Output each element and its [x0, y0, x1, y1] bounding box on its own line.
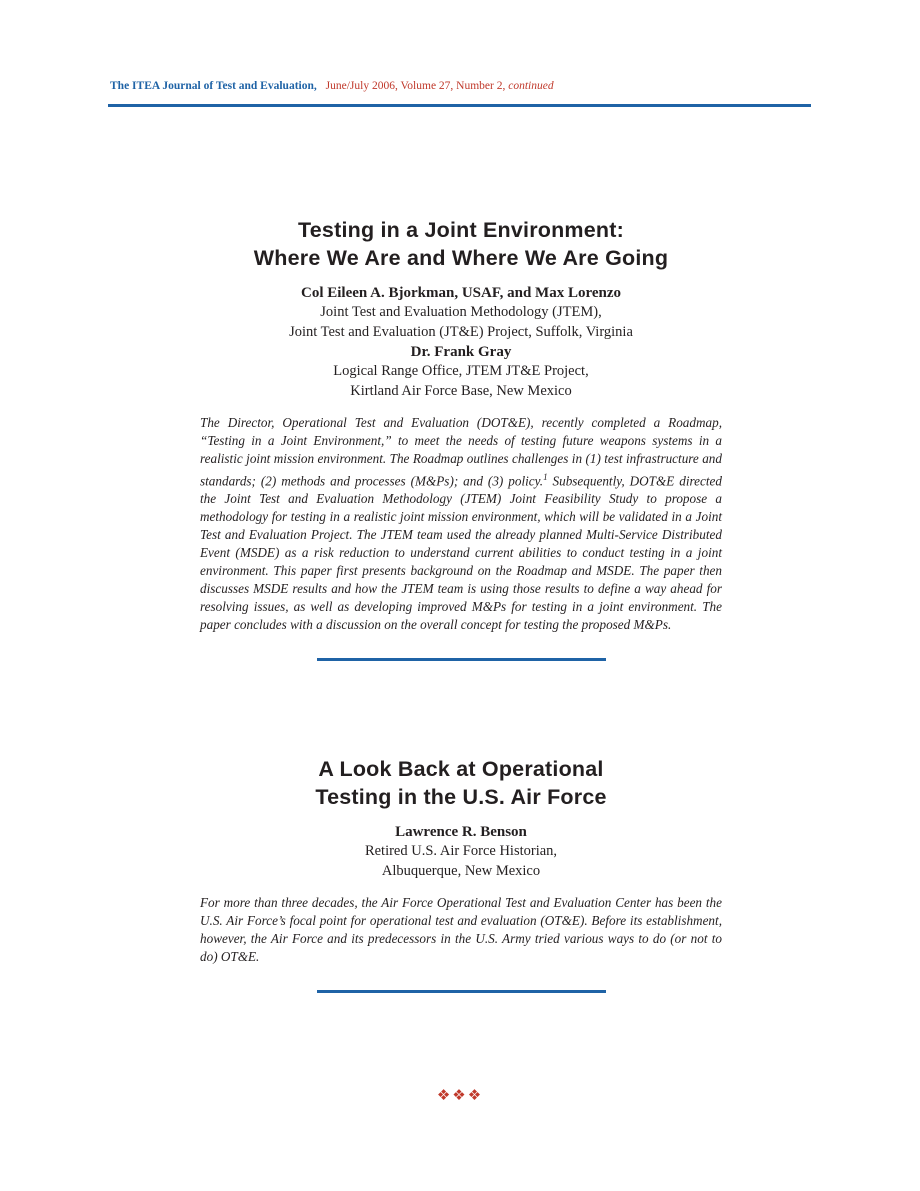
- author-affiliation: Logical Range Office, JTEM JT&E Project,: [333, 363, 589, 379]
- article-air-force-testing: [200, 755, 722, 993]
- journal-name: The ITEA Journal of Test and Evaluation,: [110, 80, 317, 92]
- issue-info: June/July 2006, Volume 27, Number 2,: [325, 80, 506, 92]
- abstract-text: Subsequently, DOT&E directed the Joint Test and Evaluation Methodology (JTEM) Joint Feasibility Study to propose a methodology for testing in a realistic joint mission environment, which will be validated in a Joint Test and Evaluation Project. The JTEM team used the already planned Multi-Service Distributed Event (MSDE) as a risk reduction to understand current abilities to conduct testing in a joint environment. This paper first presents background on the Roadmap and MSDE. The paper then discusses MSDE results and how the JTEM team is using those results to define a way ahead for resolving issues, as well as developing improved M&Ps for testing in a joint environment. The paper concludes with a discussion on the overall concept for testing the proposed M&Ps.: [200, 473, 723, 633]
- article-title: [200, 216, 722, 272]
- author-byline: Lawrence R. Benson: [395, 824, 527, 840]
- footnote-marker: 1: [543, 472, 548, 482]
- section-divider: [317, 658, 606, 661]
- article-title: [200, 755, 722, 811]
- section-divider: [317, 990, 606, 993]
- title-line-1: Testing in a Joint Environment:: [298, 218, 624, 242]
- title-line-1: A Look Back at Operational: [318, 757, 604, 781]
- header-rule: [108, 104, 811, 107]
- continued-label: continued: [508, 80, 554, 92]
- article-abstract: [200, 414, 722, 634]
- title-line-2: Testing in the U.S. Air Force: [315, 785, 607, 809]
- abstract-text: The Director, Operational Test and Evaluation (DOT&E), recently completed a Roadmap, “Testing in a Joint Environment,” to meet the needs of testing future weapons systems in a realistic joint mission environment. The Roadmap outlines challenges in (1) test infrastructure and standards; (2) methods and processes (M&Ps); and (3) policy.: [200, 415, 722, 489]
- article-joint-environment: [200, 216, 722, 661]
- author-affiliation: Kirtland Air Force Base, New Mexico: [350, 382, 572, 399]
- article-abstract: For more than three decades, the Air Force Operational Test and Evaluation Center has been the U.S. Air Force’s focal point for operational test and evaluation (OT&E). Before its establishment, however, the Air Force and its predecessors in the U.S. Army tried various ways to do (or not to do) OT&E.: [200, 895, 722, 964]
- end-ornament: ❖❖❖: [436, 1086, 484, 1104]
- author-affiliation: Retired U.S. Air Force Historian,: [364, 843, 558, 859]
- title-line-2: Where We Are and Where We Are Going: [253, 246, 669, 270]
- author-affiliation: Albuquerque, New Mexico: [381, 862, 541, 879]
- author-byline: Dr. Frank Gray: [410, 344, 512, 360]
- running-header: [110, 80, 810, 92]
- author-affiliation: Joint Test and Evaluation Methodology (JTEM),: [320, 304, 602, 320]
- author-affiliation: Joint Test and Evaluation (JT&E) Project, Suffolk, Virginia: [289, 323, 633, 340]
- author-byline: Col Eileen A. Bjorkman, USAF, and Max Lorenzo: [300, 285, 622, 301]
